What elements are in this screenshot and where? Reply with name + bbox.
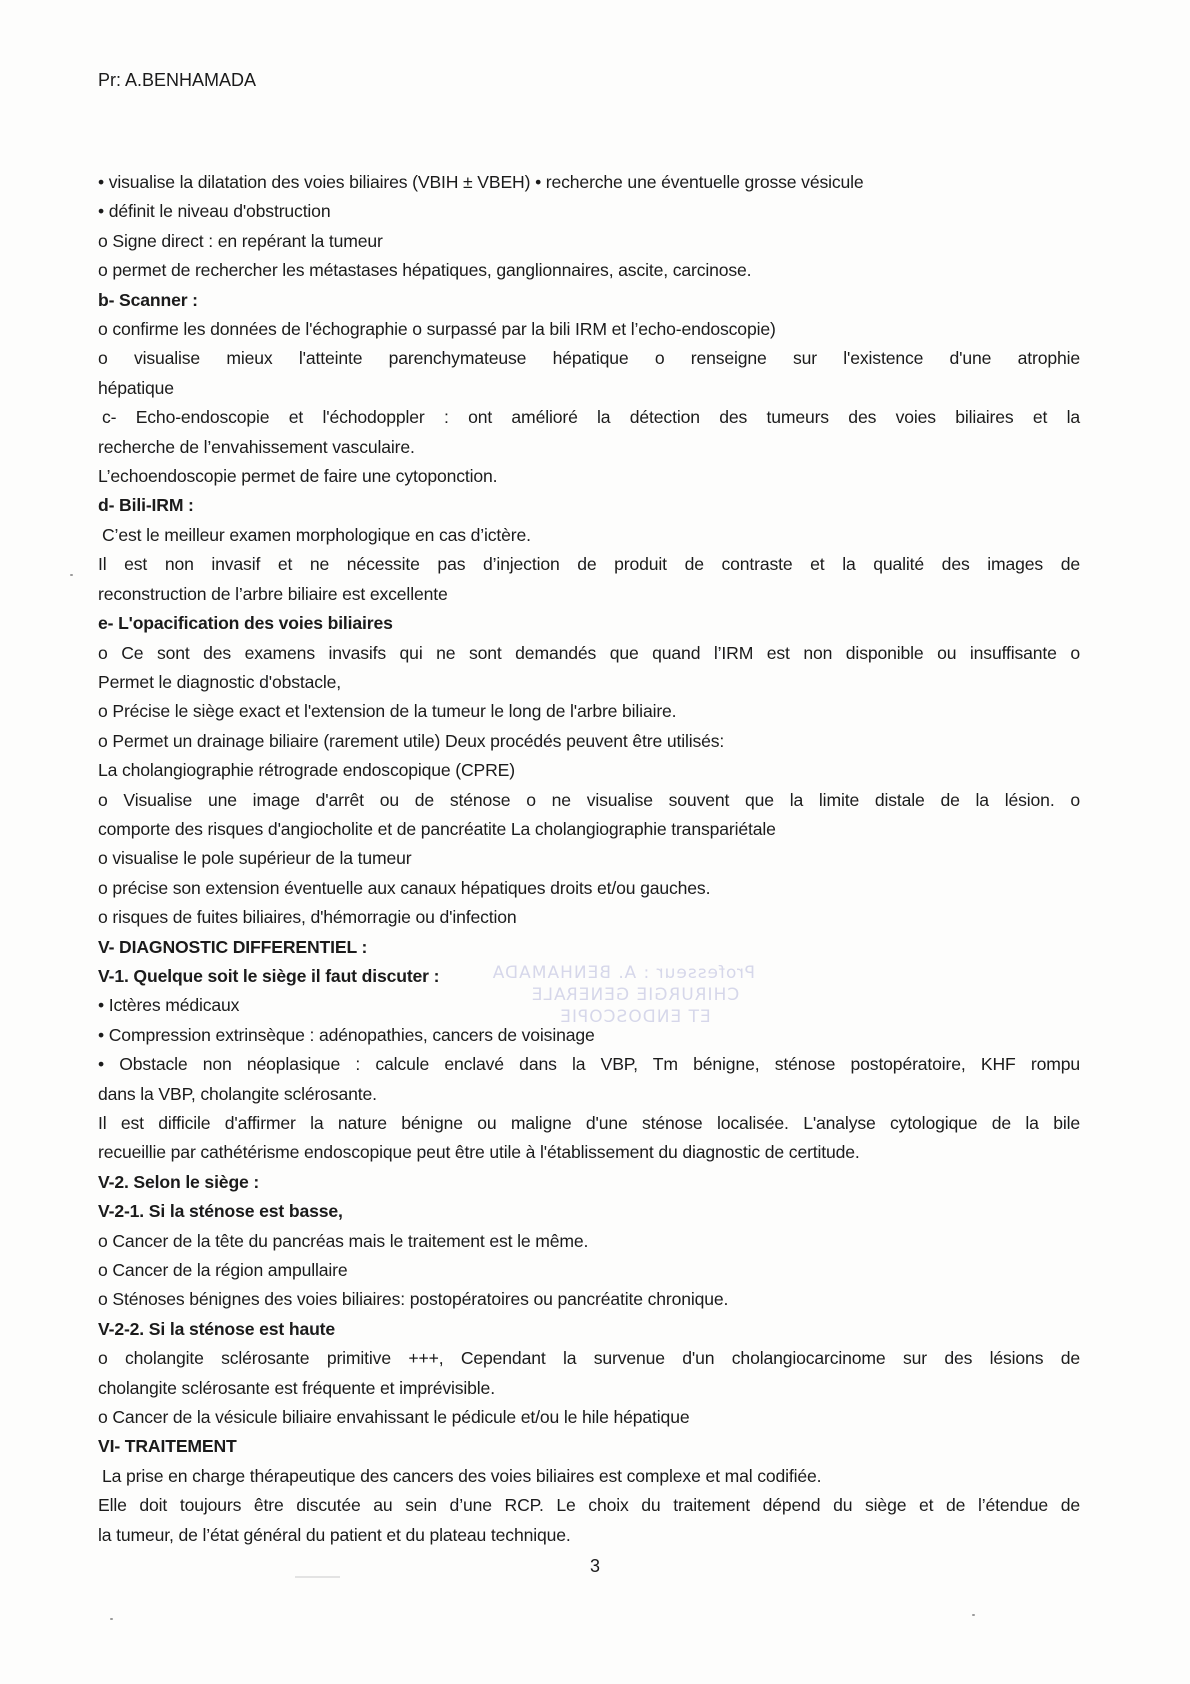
- text-line: o Sténoses bénignes des voies biliaires: postopératoires ou pancréatite chronique.: [98, 1289, 729, 1310]
- text-line: o Visualise une image d'arrêt ou de sténose o ne visualise souvent que la limite distale de la lésion. o: [98, 789, 1080, 810]
- document-body: [98, 168, 1080, 1550]
- section-heading-bili-irm: d- Bili-IRM :: [98, 495, 194, 516]
- text-line: Elle doit toujours être discutée au sein d’une RCP. Le choix du traitement dépend du siège et de l’étendue de: [98, 1495, 1080, 1516]
- text-line: c- Echo-endoscopie et l'échodoppler : ont amélioré la détection des tumeurs des voies biliaires et la: [102, 407, 1080, 428]
- text-line: • définit le niveau d'obstruction: [98, 201, 331, 222]
- text-line: o Précise le siège exact et l'extension de la tumeur le long de l'arbre biliaire.: [98, 701, 677, 722]
- subsection-heading-v2: V-2. Selon le siège :: [98, 1171, 260, 1192]
- stamp-line: ET ENDOSCOPIE: [559, 1007, 711, 1027]
- stamp-line: CHIRURGIE GENERALE: [530, 985, 740, 1005]
- author-header: Pr: A.BENHAMADA: [98, 70, 257, 90]
- text-line: • Obstacle non néoplasique : calcule enclavé dans la VBP, Tm bénigne, sténose postopératoire, KHF rompu: [98, 1054, 1080, 1075]
- page-number: 3: [589, 1556, 600, 1576]
- section-heading-scanner: b- Scanner :: [98, 289, 198, 310]
- text-line: reconstruction de l’arbre biliaire est excellente: [98, 583, 448, 604]
- scan-speck: [70, 574, 73, 576]
- text-line: la tumeur, de l’état général du patient et du plateau technique.: [98, 1524, 571, 1545]
- section-heading-traitement: VI- TRAITEMENT: [98, 1436, 237, 1457]
- text-line: L’echoendoscopie permet de faire une cytoponction.: [98, 466, 498, 487]
- text-line: o risques de fuites biliaires, d'hémorragie ou d'infection: [98, 907, 517, 928]
- text-line: La prise en charge thérapeutique des cancers des voies biliaires est complexe et mal codifiée.: [102, 1465, 822, 1486]
- subsection-heading-v2-1: V-2-1. Si la sténose est basse,: [98, 1201, 343, 1222]
- section-heading-echo-endoscopie: [98, 403, 1080, 432]
- text-line: o Cancer de la tête du pancréas mais le traitement est le même.: [98, 1230, 589, 1251]
- scan-speck: [972, 1614, 975, 1616]
- scan-smudge: [295, 1576, 340, 1578]
- text-line: o Signe direct : en repérant la tumeur: [98, 230, 383, 251]
- section-heading-opacification: e- L'opacification des voies biliaires: [98, 613, 393, 634]
- text-line: o Ce sont des examens invasifs qui ne sont demandés que quand l’IRM est non disponible ou insuffisante o: [98, 642, 1080, 663]
- stamp-line: Professeur : A. BENHAMADA: [491, 963, 755, 983]
- text-line: • Ictères médicaux: [98, 995, 240, 1016]
- text-line: o Permet un drainage biliaire (rarement utile) Deux procédés peuvent être utilisés:: [98, 730, 725, 751]
- subsection-heading-v2-2: V-2-2. Si la sténose est haute: [98, 1318, 336, 1339]
- text-line: o Cancer de la région ampullaire: [98, 1260, 348, 1281]
- text-line: Il est non invasif et ne nécessite pas d’injection de produit de contraste et la qualité des images de: [98, 554, 1080, 575]
- section-heading-diagnostic-differentiel: V- DIAGNOSTIC DIFFERENTIEL :: [98, 936, 368, 957]
- text-line: o confirme les données de l'échographie o surpassé par la bili IRM et l’echo-endoscopie): [98, 319, 776, 340]
- text-line: o précise son extension éventuelle aux canaux hépatiques droits et/ou gauches.: [98, 877, 711, 898]
- text-line: dans la VBP, cholangite sclérosante.: [98, 1083, 377, 1104]
- text-line: recueillie par cathétérisme endoscopique peut être utile à l'établissement du diagnostic de certitude.: [98, 1142, 860, 1163]
- text-line: o Cancer de la vésicule biliaire envahissant le pédicule et/ou le hile hépatique: [98, 1407, 690, 1428]
- text-line: o cholangite sclérosante primitive +++, Cependant la survenue d'un cholangiocarcinome sur des lésions de: [98, 1348, 1080, 1369]
- text-line: o visualise le pole supérieur de la tumeur: [98, 848, 412, 869]
- text-line: o visualise mieux l'atteinte parenchymateuse hépatique o renseigne sur l'existence d'une atrophie: [98, 348, 1080, 369]
- text-line: o permet de rechercher les métastases hépatiques, ganglionnaires, ascite, carcinose.: [98, 260, 752, 281]
- text-line: La cholangiographie rétrograde endoscopique (CPRE): [98, 760, 515, 781]
- text-line: hépatique: [98, 377, 174, 398]
- text-line: • Compression extrinsèque : adénopathies, cancers de voisinage: [98, 1024, 595, 1045]
- scan-speck: [110, 1618, 113, 1620]
- text-line: Il est difficile d'affirmer la nature bénigne ou maligne d'une sténose localisée. L'analyse cytologique de la bile: [98, 1113, 1080, 1133]
- text-line: recherche de l’envahissement vasculaire.: [98, 436, 415, 457]
- text-line: • visualise la dilatation des voies biliaires (VBIH ± VBEH) • recherche une éventuelle grosse vésicule: [98, 172, 864, 192]
- text-line: comporte des risques d'angiocholite et de pancréatite La cholangiographie transpariétale: [98, 818, 776, 839]
- text-line: Permet le diagnostic d'obstacle,: [98, 671, 342, 692]
- text-line: cholangite sclérosante est fréquente et imprévisible.: [98, 1377, 495, 1398]
- subsection-heading-v1: V-1. Quelque soit le siège il faut discuter :: [98, 965, 440, 986]
- text-line: C’est le meilleur examen morphologique en cas d’ictère.: [102, 524, 531, 545]
